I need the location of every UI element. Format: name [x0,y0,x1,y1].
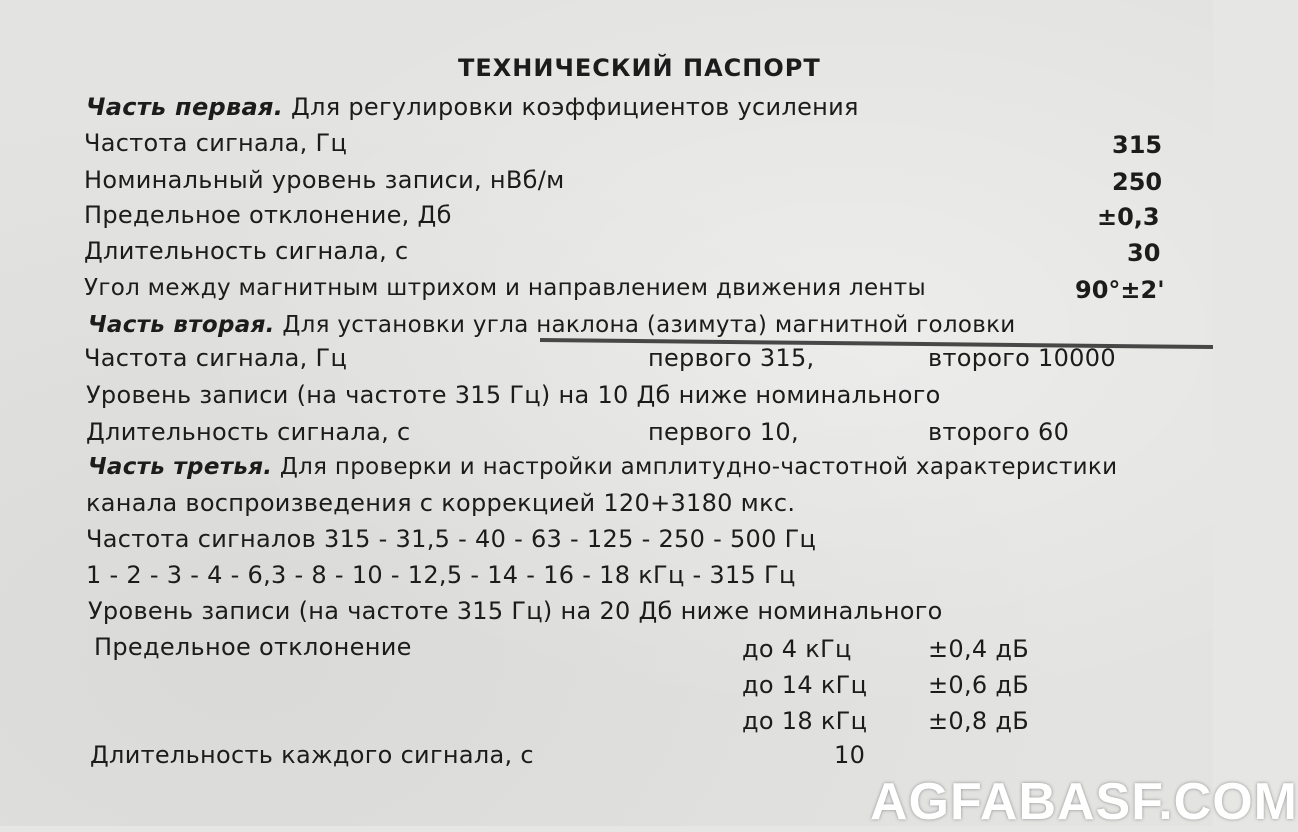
part3-deviation-range: до 18 кГц [742,707,868,735]
part1-row-label: Угол между магнитным штрихом и направлением движения ленты [84,275,926,301]
part3-duration-value: 10 [834,741,866,769]
part2-freq-first: первого 315, [648,344,815,372]
part1-heading [86,92,859,122]
part2-freq-label: Частота сигнала, Гц [84,344,348,372]
part2-heading-text: Для установки угла наклона (азимута) магнитной головки [274,312,1016,338]
part2-duration-label: Длительность сигнала, с [86,418,411,446]
part1-row-value: 250 [1112,168,1163,196]
part1-heading-text: Для регулировки коэффициентов усиления [283,93,859,121]
part3-frequencies-line2: 1 - 2 - 3 - 4 - 6,3 - 8 - 10 - 12,5 - 14 - 16 - 18 кГц - 315 Гц [86,561,796,589]
part2-duration-second: второго 60 [928,418,1070,446]
part1-row-value: 90°±2' [1075,276,1165,304]
part3-frequencies-line1: Частота сигналов 315 - 31,5 - 40 - 63 - 125 - 250 - 500 Гц [86,525,817,553]
part3-channel-line: канала воспроизведения с коррекцией 120+3180 мкс. [86,489,796,517]
part1-heading-label: Часть первая. [86,93,284,121]
part3-deviation-range: до 4 кГц [742,635,852,663]
part1-row-value: 315 [1112,131,1163,159]
part3-deviation-value: ±0,4 дБ [928,635,1030,663]
part3-heading-label: Часть третья. [88,454,273,480]
part1-row-label: Предельное отклонение, Дб [84,201,452,229]
part3-deviation-value: ±0,6 дБ [928,671,1030,699]
part3-level: Уровень записи (на частоте 315 Гц) на 20 Дб ниже номинального [88,597,943,625]
part1-row-label: Длительность сигнала, с [84,237,409,265]
part3-deviation-range: до 14 кГц [742,671,868,699]
part3-heading-text: Для проверки и настройки амплитудно-частотной характеристики [272,454,1118,480]
part1-row-value: ±0,3 [1097,203,1160,231]
part3-heading [88,452,1117,482]
part2-heading-label: Часть вторая. [88,312,275,338]
part2-freq-second: второго 10000 [928,344,1116,372]
part3-deviation-label: Предельное отклонение [94,633,412,661]
watermark-logo: AGFABASF.COM [870,773,1298,831]
part1-row-label: Номинальный уровень записи, нВб/м [84,166,565,194]
part3-duration-label: Длительность каждого сигнала, с [90,741,534,769]
part2-level: Уровень записи (на частоте 315 Гц) на 10 Дб ниже номинального [86,381,941,409]
part2-heading [88,310,1016,340]
part3-deviation-value: ±0,8 дБ [928,707,1030,735]
document-title: ТЕХНИЧЕСКИЙ ПАСПОРТ [458,54,821,82]
part1-row-label: Частота сигнала, Гц [84,129,348,157]
part2-duration-first: первого 10, [648,418,799,446]
part1-row-value: 30 [1127,239,1161,267]
